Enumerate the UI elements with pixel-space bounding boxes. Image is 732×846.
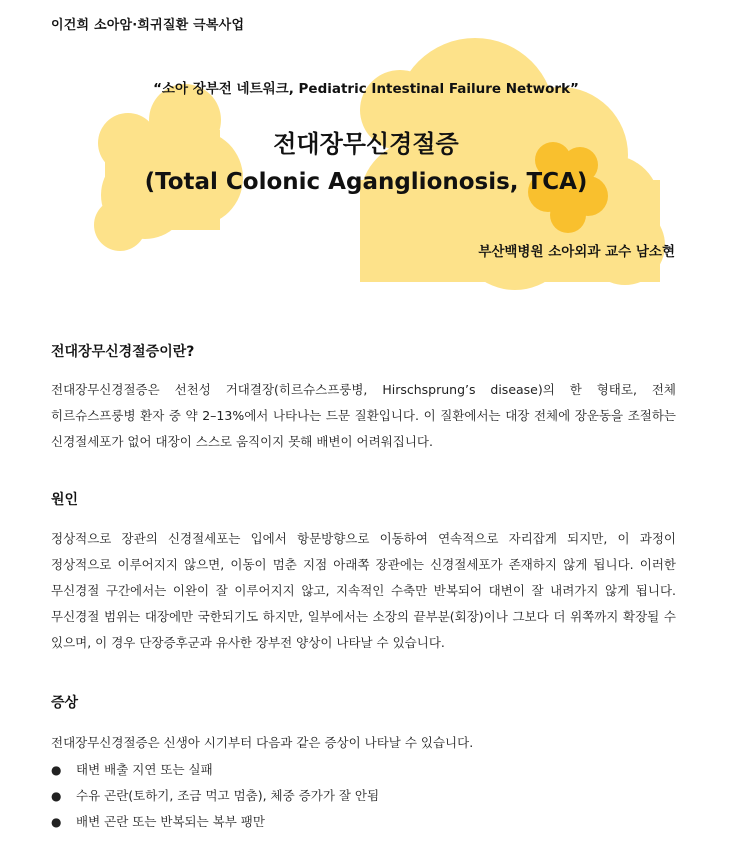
left-cloud-shape	[94, 84, 243, 251]
author-line: 부산백병원 소아외과 교수 남소현	[478, 244, 675, 260]
bullet-icon: ●	[51, 763, 62, 777]
symptom-list	[51, 757, 379, 835]
symptoms-intro: 전대장무신경절증은 신생아 시기부터 다음과 같은 증상이 나타날 수 있습니다.	[51, 735, 474, 750]
list-item	[51, 757, 379, 783]
cause-heading: 원인	[51, 492, 79, 508]
symptom-text: 배변 곤란 또는 반복되는 복부 팽만	[76, 814, 265, 829]
symptom-text: 태변 배출 지연 또는 실패	[76, 762, 213, 777]
cause-body: 정상적으로 장관의 신경절세포는 입에서 항문방향으로 이동하여 연속적으로 자리잡게 되지만, 이 과정이 정상적으로 이루어지지 않으면, 이동이 멈춘 지점 아래쪽 장관에는 신경절세포가 존재하지 않게 됩니다. 이러한 무신경절 구간에서는 이완이 잘 이루어지지 않고, 지속적인 수축만 반복되어 대변이 잘 내려가지 않게 됩니다. 무신경절 범위는 대장에만 국한되기도 하지만, 일부에서는 소장의 끝부분(회장)이나 그보다 더 위쪽까지 확장될 수 있으며, 이 경우 단장증후군과 유사한 장부전 양상이 나타날 수 있습니다.	[51, 531, 676, 650]
symptom-text: 수유 곤란(토하기, 조금 먹고 멈춤), 체중 증가가 잘 안됨	[76, 788, 380, 803]
network-subtitle: “소아 장부전 네트워크, Pediatric Intestinal Failure Network”	[153, 81, 579, 97]
page-title-english: (Total Colonic Aganglionosis, TCA)	[144, 169, 588, 195]
definition-body: 전대장무신경절증은 선천성 거대결장(히르슈스프룽병, Hirschsprung’s disease)의 한 형태로, 전체 히르슈스프룽병 환자 중 약 2–13%에서 나타나는 드문 질환입니다. 이 질환에서는 대장 전체에 장운동을 조절하는 신경절세포가 없어 대장이 스스로 움직이지 못해 배변이 어려워집니다.	[51, 382, 676, 449]
program-label: 이건희 소아암·희귀질환 극복사업	[51, 18, 245, 33]
page-title: 전대장무신경절증	[273, 130, 459, 158]
definition-heading: 전대장무신경절증이란?	[51, 344, 195, 360]
list-item	[51, 809, 379, 835]
symptoms-heading: 증상	[51, 695, 79, 711]
list-item	[51, 783, 379, 809]
bullet-icon: ●	[51, 789, 62, 803]
bullet-icon: ●	[51, 815, 62, 829]
